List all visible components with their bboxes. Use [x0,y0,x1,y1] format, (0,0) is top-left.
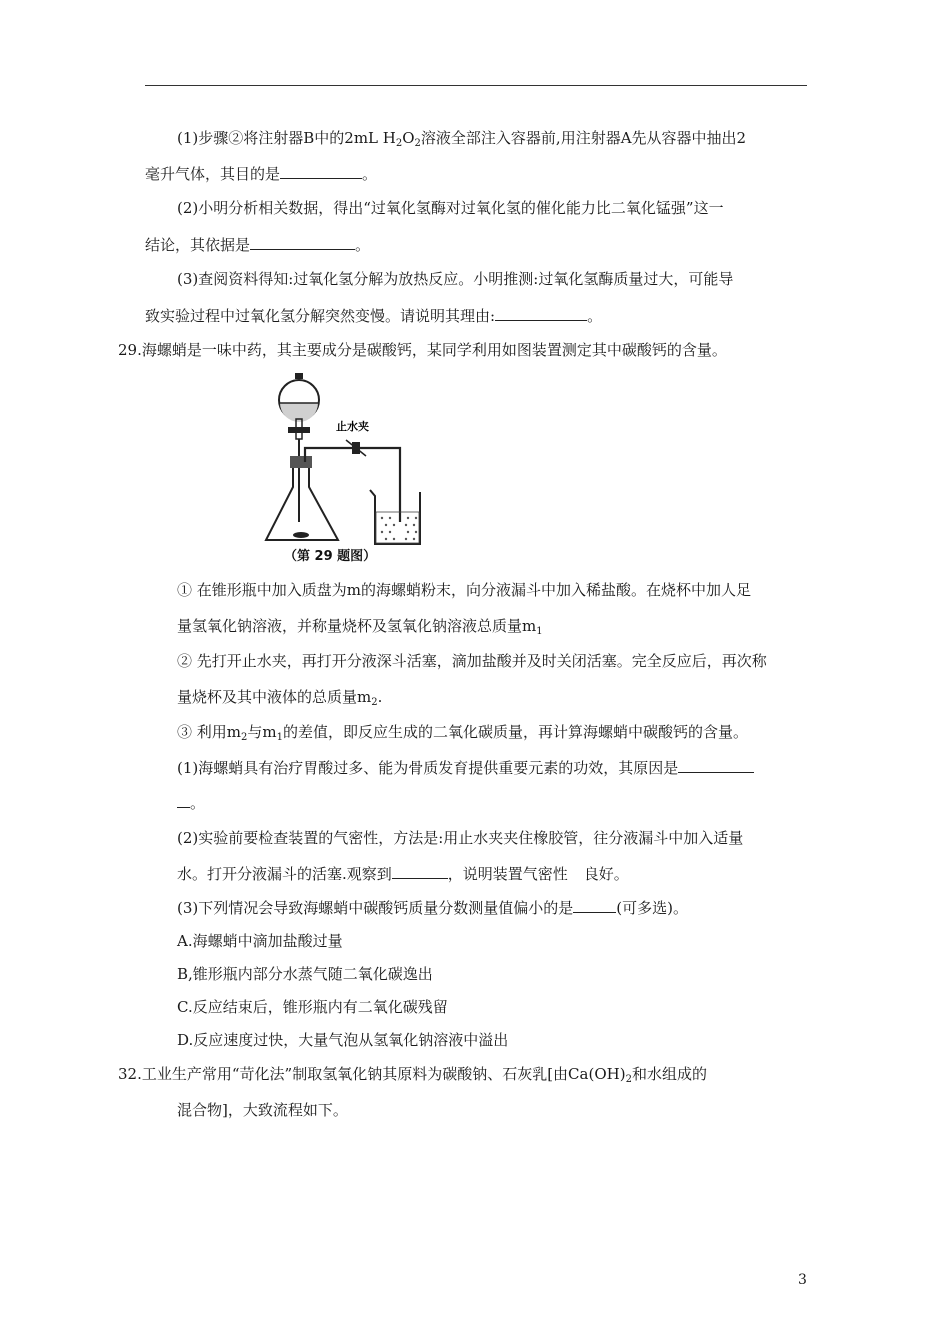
q29-question1-line2: 。 [177,792,205,813]
answer-blank[interactable] [280,163,362,179]
delivery-tube [305,448,400,522]
q29-question1-line1: (1)海螺蛸具有治疗胃酸过多、能为骨质发育提供重要元素的功效，其原因是 [177,757,754,778]
q28-part1-line2: 毫升气体，其目的是 。 [145,165,378,183]
q29-step1-line2: 量氢氧化钠溶液，并称量烧杯及氢氧化钠溶液总质量$m_1$ [177,617,543,637]
clamp-label: 止水夹 [336,420,369,433]
answer-blank[interactable] [573,897,616,913]
answer-blank[interactable] [392,863,448,879]
option-b[interactable]: B,锥形瓶内部分水蒸气随二氧化碳逸出 [177,965,433,983]
q29-stem: 29.海螺蛸是一味中药，其主要成分是碳酸钙，某同学利用如图装置测定其中碳酸钙的含量。 [118,341,727,359]
answer-blank[interactable] [495,305,587,321]
q29-step1-line1: ① 在锥形瓶中加入质盘为m的海螺蛸粉末，向分液漏斗中加入稀盐酸。在烧杯中加人足 [177,581,751,599]
page-number: 3 [798,1272,807,1288]
answer-blank[interactable] [678,757,754,773]
option-c[interactable]: C.反应结束后，锥形瓶内有二氧化碳残留 [177,998,448,1016]
option-d[interactable]: D.反应速度过快，大量气泡从氢氧化钠溶液中溢出 [177,1031,509,1049]
option-a[interactable]: A.海螺蛸中滴加盐酸过量 [177,932,343,950]
q28-part3-line1: (3)查阅资料得知:过氧化氢分解为放热反应。小明推测:过氧化氢酶质量过大，可能导 [177,270,734,288]
figure-caption: （第 29 题图） [284,549,377,564]
q32-stem-line1: 32.工业生产常用“苛化法”制取氢氧化钠其原料为碳酸钠、石灰乳[由$Ca(OH)_2$和水组成的 [118,1065,707,1085]
q28-part2-line1: (2)小明分析相关数据，得出“过氧化氢酶对过氧化氢的催化能力比二氧化锰强”这一 [177,199,724,217]
apparatus-figure [258,372,520,566]
answer-blank[interactable] [250,234,355,250]
answer-blank[interactable] [177,792,190,808]
q29-question2-line2: 水。打开分液漏斗的活塞.观察到 ，说明装置气密性 良好。 [177,865,629,883]
conical-flask [266,468,338,540]
q28-part2-line2: 结论，其依据是 。 [145,236,371,254]
q29-step2-line1: ② 先打开止水夹，再打开分液深斗活塞，滴加盐酸并及时关闭活塞。完全反应后，再次称 [177,652,767,670]
q29-step3: ③ 利用$m_2$与$m_1$的差值，即反应生成的二氧化碳质量，再计算海螺蛸中碳酸钙的含量。 [177,723,748,743]
beaker [370,490,420,544]
q32-stem-line2: 混合物]，大致流程如下。 [177,1101,348,1119]
sample-powder [293,532,309,538]
header-rule [145,85,807,86]
q29-step2-line2: 量烧杯及其中液体的总质量$m_2$. [177,688,383,708]
q28-part1-line1: (1)步骤②将注射器B中的2mL $H_2O_2$溶液全部注入容器前,用注射器A先从容器中抽出2 [177,129,747,149]
q28-part3-line2: 致实验过程中过氧化氢分解突然变慢。请说明其理由: 。 [145,307,603,325]
q29-question3: (3)下列情况会导致海螺蛸中碳酸钙质量分数测量值偏小的是 (可多选)。 [177,899,688,917]
q29-question2-line1: (2)实验前要检查装置的气密性，方法是:用止水夹夹住橡胶管，往分液漏斗中加入适量 [177,829,744,847]
funnel-stopcock [288,427,310,433]
rubber-stopper [290,456,312,468]
